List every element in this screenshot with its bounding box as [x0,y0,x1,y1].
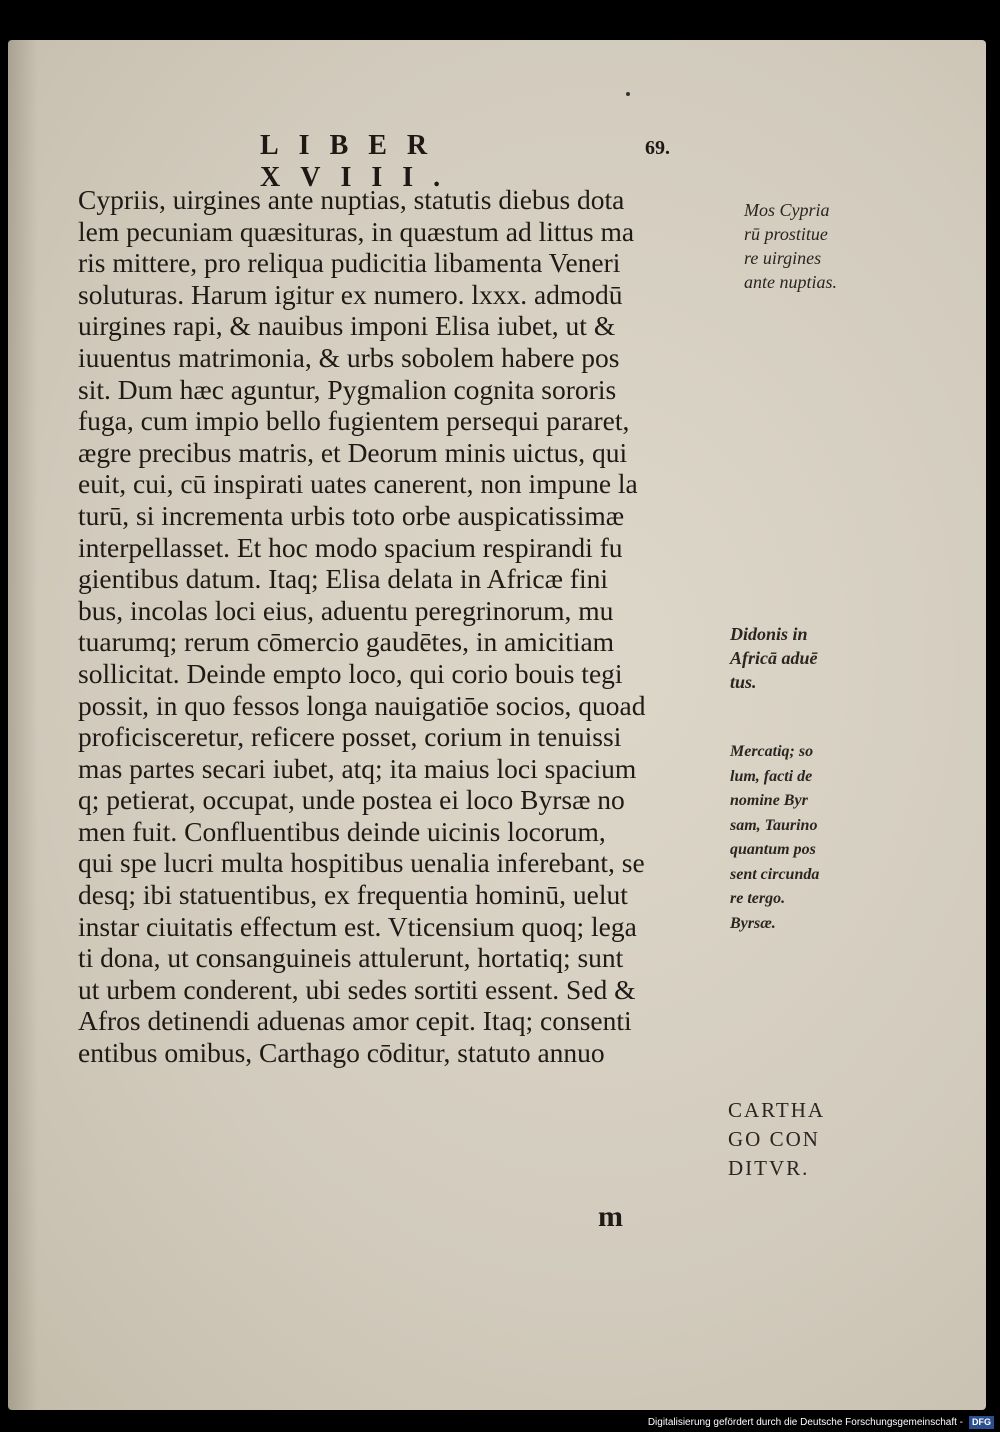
note-line: re tergo. [730,890,786,907]
note-line: DITVR. [728,1156,810,1180]
note-line: Didonis in [730,624,808,644]
text-line: ut urbem conderent, ubi sedes sortiti essent. Sed & [78,973,636,1005]
note-line: ante nuptias. [744,272,837,292]
note-line: GO CON [728,1127,820,1151]
page-gutter-shadow [8,40,38,1410]
text-line: soluturas. Harum igitur ex numero. lxxx. admodū [78,278,623,310]
folio-number: 69. [645,137,670,159]
text-line: uirgines rapi, & nauibus imponi Elisa iubet, ut & [78,310,616,342]
text-line: sit. Dum hæc aguntur, Pygmalion cognita sororis [78,373,617,405]
marginal-note-dido-arrival [730,622,818,694]
text-line: fuga, cum impio bello fugientem persequi pararet, [78,405,630,437]
text-line: desq; ibi statuentibus, ex frequentia hominū, uelut [78,879,628,911]
note-line: Byrsæ. [730,914,776,932]
catchword: m [598,1200,623,1233]
main-text-block [78,184,728,1069]
marginal-note-byrsa [730,740,819,936]
text-line: sollicitat. Deinde empto loco, qui corio bouis tegi [78,657,623,689]
note-line: lum, facti de [730,767,813,785]
text-line: bus, incolas loci eius, aduentu peregrinorum, mu [78,594,614,626]
text-line: proficisceretur, reficere posset, corium in tenuissi [78,721,622,753]
text-line: Cypriis, uirgines ante nuptias, statutis diebus dota [78,184,625,215]
text-line: instar ciuitatis effectum est. Vticensium quoq; lega [78,910,637,942]
note-line: rū prostitue [744,224,828,244]
text-line: lem pecuniam quæsituras, in quæstum ad littus ma [78,215,635,247]
text-line: interpellasset. Et hoc modo spacium respirandi fu [78,531,623,563]
note-line: re uirgines [744,248,822,268]
note-line: Mercatiq; so [730,743,814,760]
text-line: possit, in quo fessos longa nauigatiōe socios, quoad [78,689,646,721]
digitization-footer [0,1412,1000,1432]
dfg-logo: DFG [969,1416,994,1429]
note-line: tus. [730,672,757,692]
text-line: tuarumq; rerum cōmercio gaudētes, in amicitiam [78,626,615,658]
note-line: nomine Byr [730,792,808,809]
text-line: ægre precibus matris, et Deorum minis uictus, qui [78,436,628,468]
note-line: CARTHA [728,1098,826,1122]
text-line: iuuentus matrimonia, & urbs sobolem habere pos [78,341,620,373]
running-header [260,130,670,193]
text-line: qui spe lucri multa hospitibus uenalia inferebant, se [78,847,645,879]
text-line: q; petierat, occupat, unde postea ei loco Byrsæ no [78,784,625,816]
marginal-note-carthage-founded [728,1096,825,1183]
note-line: quantum pos [730,841,816,858]
funding-notice: Digitalisierung gefördert durch die Deutsche Forschungsgemeinschaft - [647,1416,963,1428]
text-line: entibus omibus, Carthago cōditur, statuto annuo [78,1037,605,1069]
text-line: gientibus datum. Itaq; Elisa delata in Africæ fini [78,563,609,595]
text-line: men fuit. Confluentibus deinde uicinis locorum, [78,815,606,847]
marginal-note-cyprian-custom [744,198,837,294]
running-title: LIBER XVIII. [260,130,461,193]
note-line: sent circunda [730,865,820,883]
text-line: Afros detinendi aduenas amor cepit. Itaq; consenti [78,1005,632,1037]
text-line: ris mittere, pro reliqua pudicitia libamenta Veneri [78,247,621,279]
text-line: mas partes secari iubet, atq; ita maius loci spacium [78,752,637,784]
text-line: ti dona, ut consanguineis attulerunt, hortatiq; sunt [78,942,624,974]
ink-speck [626,92,630,96]
note-line: Mos Cypria [744,200,830,220]
text-line: turū, si incrementa urbis toto orbe auspicatissimæ [78,499,625,531]
text-line: euit, cui, cū inspirati uates canerent, non impune la [78,468,638,500]
note-line: sam, Taurino [730,816,818,834]
note-line: Africā aduē [730,648,818,668]
